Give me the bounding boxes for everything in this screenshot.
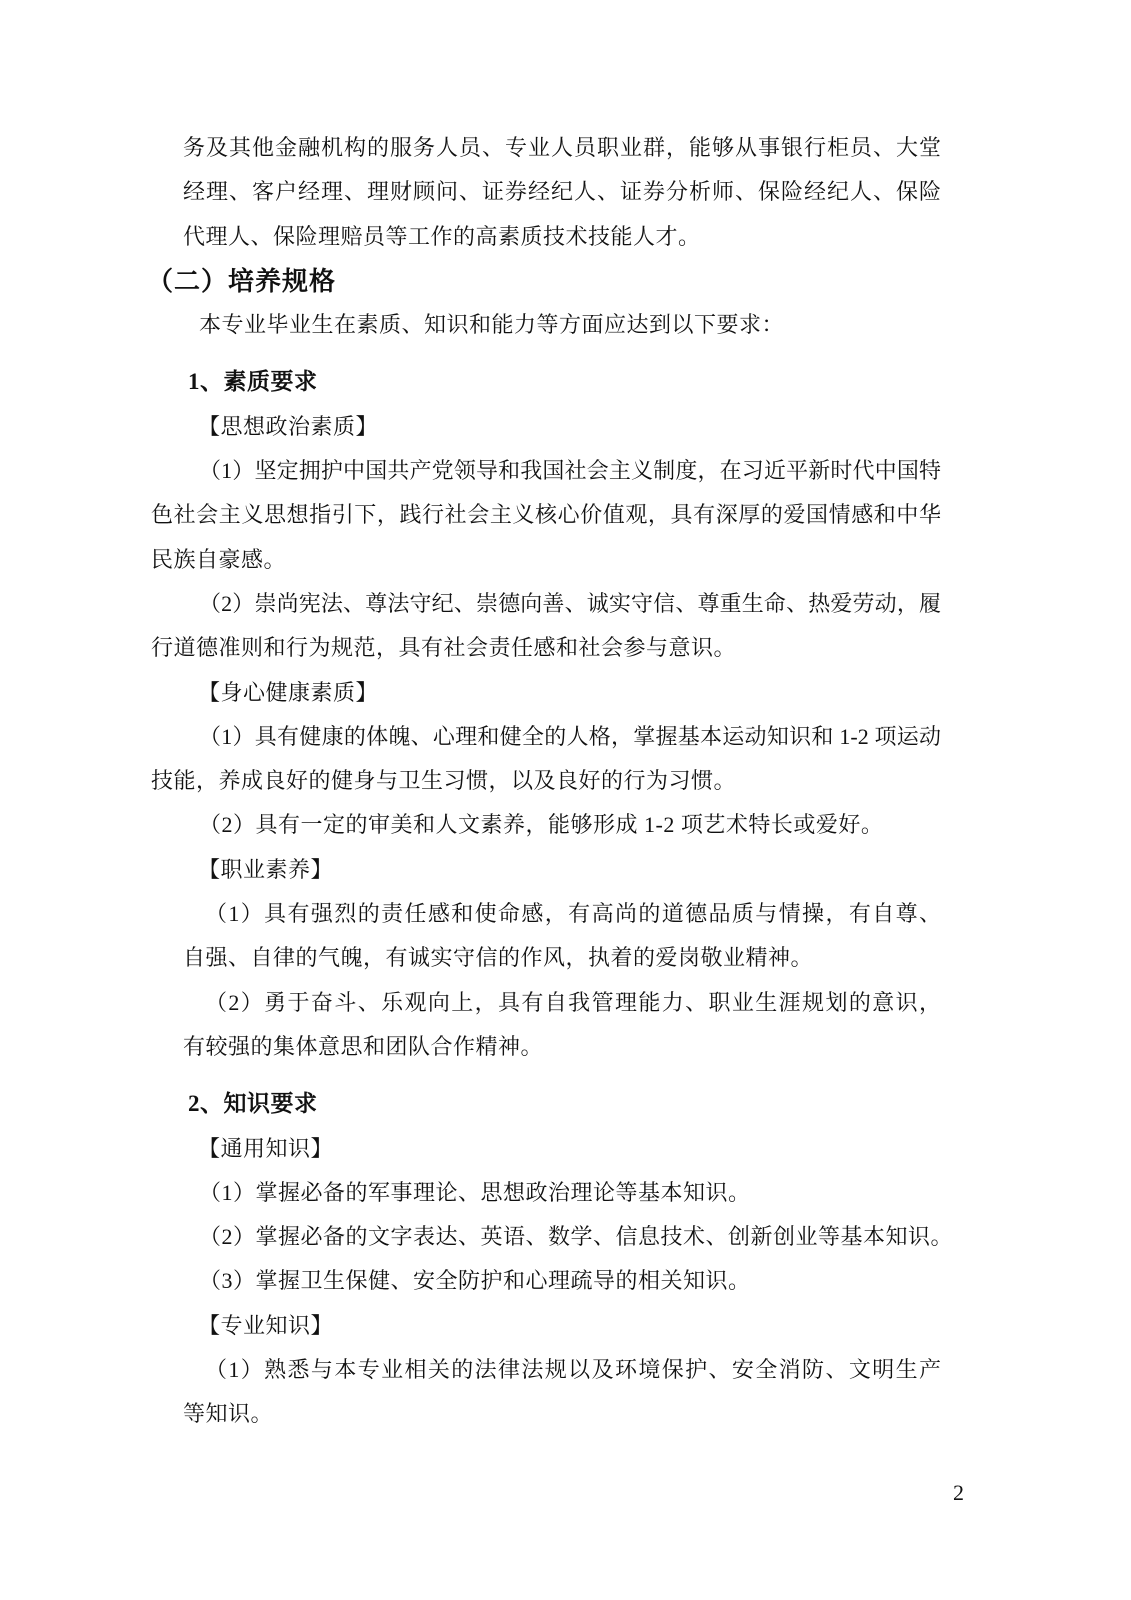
doc-line: 等知识。 (183, 1401, 274, 1427)
doc-line: （2）勇于奋斗、乐观向上，具有自我管理能力、职业生涯规划的意识， (205, 989, 941, 1015)
bracket-heading-general-knowledge: 【通用知识】 (198, 1135, 334, 1161)
doc-line: 经理、客户经理、理财顾问、证券经纪人、证券分析师、保险经纪人、保险 (183, 179, 941, 205)
paragraph-health-item2 (151, 803, 941, 847)
doc-line: （1）掌握必备的军事理论、思想政治理论等基本知识。 (199, 1179, 751, 1205)
paragraph-ideology-item1 (151, 449, 941, 582)
bracket-heading-ideological-political-quality: 【思想政治素质】 (198, 413, 379, 439)
doc-line: （2）掌握必备的文字表达、英语、数学、信息技术、创新创业等基本知识。 (199, 1224, 954, 1250)
paragraph-health-item1 (151, 715, 941, 804)
paragraph-professional-item1 (183, 892, 941, 981)
section-heading-training-specifications: （二）培养规格 (147, 265, 337, 296)
paragraph-general-knowledge-item2 (151, 1215, 954, 1259)
paragraph-professional-knowledge-item1 (183, 1348, 941, 1437)
doc-line: （1）具有强烈的责任感和使命感，有高尚的道德品质与情操，有自尊、 (205, 901, 941, 927)
doc-line: 行道德准则和行为规范，具有社会责任感和社会参与意识。 (151, 635, 737, 661)
bracket-heading-physical-mental-health: 【身心健康素质】 (198, 679, 379, 705)
subsection-heading-quality-requirements: 1、素质要求 (188, 369, 318, 395)
doc-line: （1）熟悉与本专业相关的法律法规以及环境保护、安全消防、文明生产 (205, 1357, 941, 1383)
doc-line: 自强、自律的气魄，有诚实守信的作风，执着的爱岗敬业精神。 (183, 945, 814, 971)
paragraph-general-knowledge-item1 (151, 1171, 941, 1215)
doc-line: 技能，养成良好的健身与卫生习惯，以及良好的行为习惯。 (151, 768, 737, 794)
paragraph-professional-item2 (183, 981, 941, 1070)
bracket-heading-professional-knowledge: 【专业知识】 (198, 1312, 334, 1338)
doc-line: 民族自豪感。 (151, 546, 287, 572)
doc-line: 代理人、保险理赔员等工作的高素质技术技能人才。 (183, 223, 701, 249)
doc-line: （2）具有一定的审美和人文素养，能够形成 1-2 项艺术特长或爱好。 (199, 812, 884, 838)
doc-line: （3）掌握卫生保健、安全防护和心理疏导的相关知识。 (199, 1268, 751, 1294)
doc-line: （1）具有健康的体魄、心理和健全的人格，掌握基本运动知识和 1-2 项运动 (199, 723, 941, 749)
subsection-heading-knowledge-requirements: 2、知识要求 (188, 1091, 318, 1117)
doc-line: 色社会主义思想指引下，践行社会主义核心价值观，具有深厚的爱国情感和中华 (151, 502, 941, 528)
paragraph-career-fields-continued (183, 126, 941, 259)
paragraph-general-knowledge-item3 (151, 1259, 941, 1303)
doc-line: 有较强的集体意思和团队合作精神。 (183, 1033, 544, 1059)
page-content (147, 126, 954, 1437)
bracket-heading-professional-quality: 【职业素养】 (198, 856, 334, 882)
doc-line: （2）崇尚宪法、尊法守纪、崇德向善、诚实守信、尊重生命、热爱劳动，履 (199, 590, 941, 616)
paragraph-ideology-item2 (151, 582, 941, 671)
doc-line: 务及其他金融机构的服务人员、专业人员职业群，能够从事银行柜员、大堂 (183, 135, 941, 160)
doc-line: （1）坚定拥护中国共产党领导和我国社会主义制度，在习近平新时代中国特 (199, 458, 941, 484)
paragraph-requirements-intro: 本专业毕业生在素质、知识和能力等方面应达到以下要求： (199, 312, 785, 338)
page-number: 2 (953, 1480, 964, 1505)
